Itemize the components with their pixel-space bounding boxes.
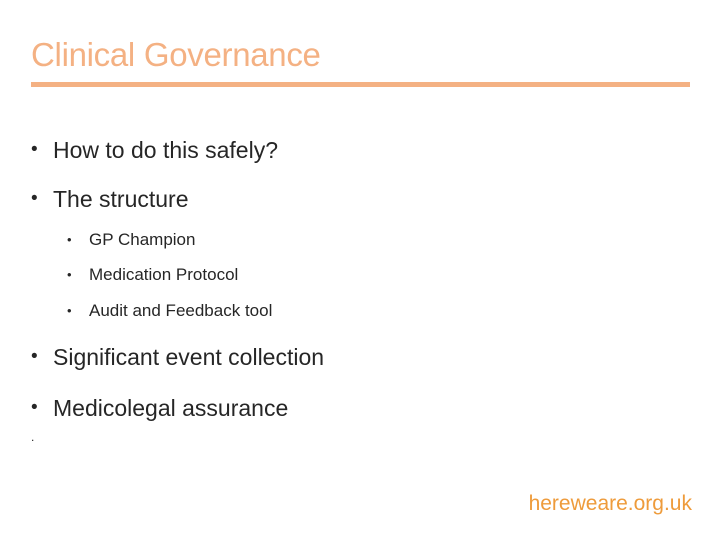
footer-website: hereweare.org.uk: [528, 492, 692, 515]
sub-bullet-gp-champion: [67, 229, 195, 251]
bullet-text: The structure: [53, 186, 189, 212]
title-underline: [31, 82, 690, 87]
bullet-icon: •: [31, 397, 38, 418]
bullet-item-structure: [31, 185, 189, 213]
bullet-icon: •: [67, 267, 72, 282]
bullet-text: Medicolegal assurance: [53, 395, 289, 421]
bullet-icon: •: [67, 303, 72, 318]
bullet-icon: •: [31, 139, 38, 160]
sub-bullet-text: Audit and Feedback tool: [89, 301, 273, 320]
bullet-text: Significant event collection: [53, 344, 325, 370]
sub-bullet-audit-feedback: [67, 300, 272, 322]
bullet-item-medicolegal: [31, 394, 288, 422]
bullet-item-safety: [31, 136, 278, 164]
bullet-icon: •: [31, 188, 38, 209]
bullet-icon: •: [67, 232, 72, 247]
bullet-icon: •: [31, 346, 38, 367]
bullet-item-significant-event: [31, 343, 324, 371]
sub-bullet-text: Medication Protocol: [89, 265, 239, 284]
sub-bullet-medication-protocol: [67, 264, 238, 286]
stray-period-mark: .: [31, 430, 35, 444]
sub-bullet-text: GP Champion: [89, 230, 196, 249]
slide-title: Clinical Governance: [31, 36, 321, 73]
bullet-text: How to do this safely?: [53, 137, 279, 163]
